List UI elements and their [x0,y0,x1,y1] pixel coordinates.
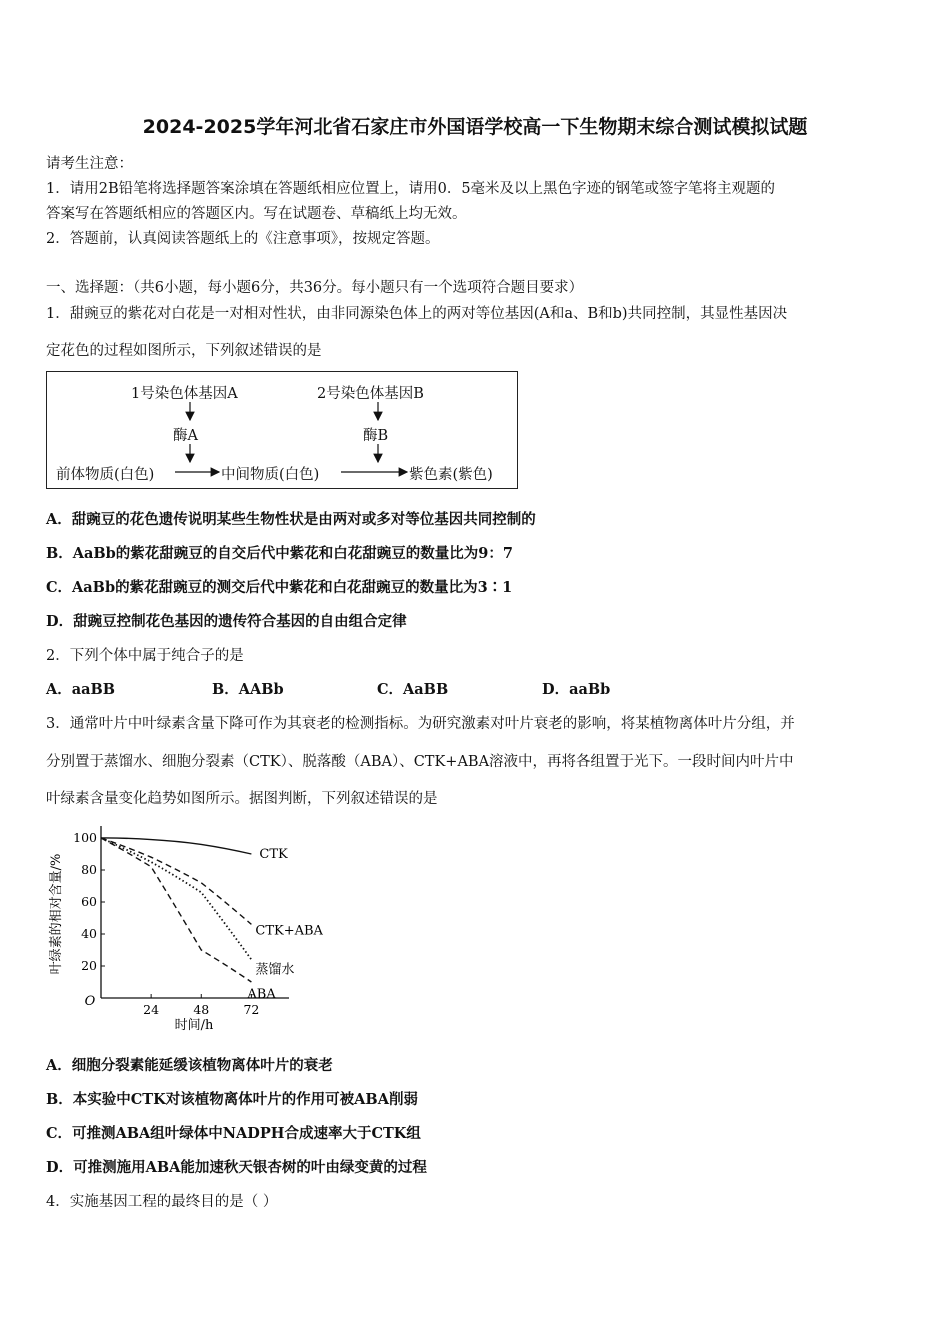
q1-option-b: B．AaBb的紫花甜豌豆的自交后代中紫花和白花甜豌豆的数量比为9：7 [46,545,513,562]
q4-stem: 4．实施基因工程的最终目的是（ ） [46,1194,278,1210]
q1-option-c: C．AaBb的紫花甜豌豆的测交后代中紫花和白花甜豌豆的数量比为3∶1 [46,579,513,596]
q3-option-a: A．细胞分裂素能延缓该植物离体叶片的衰老 [46,1057,333,1074]
notice-item-1-line-2: 答案写在答题纸相应的答题区内。写在试题卷、草稿纸上均无效。 [46,206,467,222]
q1-stem-line-1: 1．甜豌豆的紫花对白花是一对相对性状，由非同源染色体上的两对等位基因(A和a、B和b)共同控制，其显性基因决 [46,306,788,322]
x-axis-label: 时间/h [174,1018,214,1033]
intermediate-label: 中间物质(白色) [221,467,320,483]
q2-stem: 2．下列个体中属于纯合子的是 [46,648,244,664]
section-heading: 一、选择题：（共6小题，每小题6分，共36分。每小题只有一个选项符合题目要求） [46,280,584,296]
pigment-label: 紫色素(紫色) [409,467,493,483]
origin-label: O [84,994,96,1009]
page-title: 2024-2025学年河北省石家庄市外国语学校高一下生物期末综合测试模拟试题 [142,116,808,138]
q1-option-d: D．甜豌豆控制花色基因的遗传符合基因的自由组合定律 [46,613,407,630]
y-tick-label: 60 [81,894,97,909]
q3-option-d: D．可推测施用ABA能加速秋天银杏树的叶由绿变黄的过程 [46,1159,427,1176]
q3-option-c: C．可推测ABA组叶绿体中NADPH合成速率大于CTK组 [46,1125,421,1142]
x-tick-label: 72 [243,1002,260,1017]
series-line-ABA [101,838,251,982]
y-tick-label: 40 [81,926,97,941]
q3-stem-line-3: 叶绿素含量变化趋势如图所示。据图判断，下列叙述错误的是 [46,791,438,807]
y-tick-label: 100 [73,830,97,845]
x-tick-label: 24 [143,1002,160,1017]
gene-a-label: 1号染色体基因A [131,386,238,402]
q1-stem-line-2: 定花色的过程如图所示，下列叙述错误的是 [46,343,322,359]
q3-stem-line-1: 3．通常叶片中叶绿素含量下降可作为其衰老的检测指标。为研究激素对叶片衰老的影响，将某植物离体叶片分组，并 [46,716,795,732]
y-axis-label: 叶绿素的相对含量/% [49,853,64,975]
q2-option-a: A．aaBB [46,681,116,698]
series-line-蒸馏水 [101,838,251,960]
q2-option-b: B．AABb [212,681,284,698]
q2-option-c: C．AaBB [377,681,449,698]
q1-option-a: A．甜豌豆的花色遗传说明某些生物性状是由两对或多对等位基因共同控制的 [46,511,536,528]
series-line-CTK+ABA [101,838,251,924]
notice-item-2: 2．答题前，认真阅读答题纸上的《注意事项》，按规定答题。 [46,231,440,247]
chlorophyll-line-chart [44,815,344,1035]
gene-b-label: 2号染色体基因B [317,386,424,402]
series-label-蒸馏水: 蒸馏水 [255,962,295,978]
enzyme-b-label: 酶B [363,428,389,444]
y-tick-label: 80 [81,862,97,877]
series-label-CTK: CTK [259,847,288,862]
series-label-ABA: ABA [247,987,276,1002]
notice-item-1-line-1: 1．请用2B铅笔将选择题答案涂填在答题纸相应位置上，请用0．5毫米及以上黑色字迹的钢笔或签字笔将主观题的 [46,181,776,197]
notice-heading: 请考生注意： [46,156,133,172]
q3-stem-line-2: 分别置于蒸馏水、细胞分裂素（CTK）、脱落酸（ABA）、CTK+ABA溶液中，再将各组置于光下。一段时间内叶片中 [46,754,794,770]
series-label-CTK+ABA: CTK+ABA [255,923,323,939]
x-tick-label: 48 [193,1002,210,1017]
q3-option-b: B．本实验中CTK对该植物离体叶片的作用可被ABA削弱 [46,1091,418,1108]
precursor-label: 前体物质(白色) [56,467,155,483]
enzyme-a-label: 酶A [173,428,198,444]
y-tick-label: 20 [81,958,97,973]
gene-pathway-diagram [46,371,518,489]
q2-option-d: D．aaBb [542,681,611,698]
